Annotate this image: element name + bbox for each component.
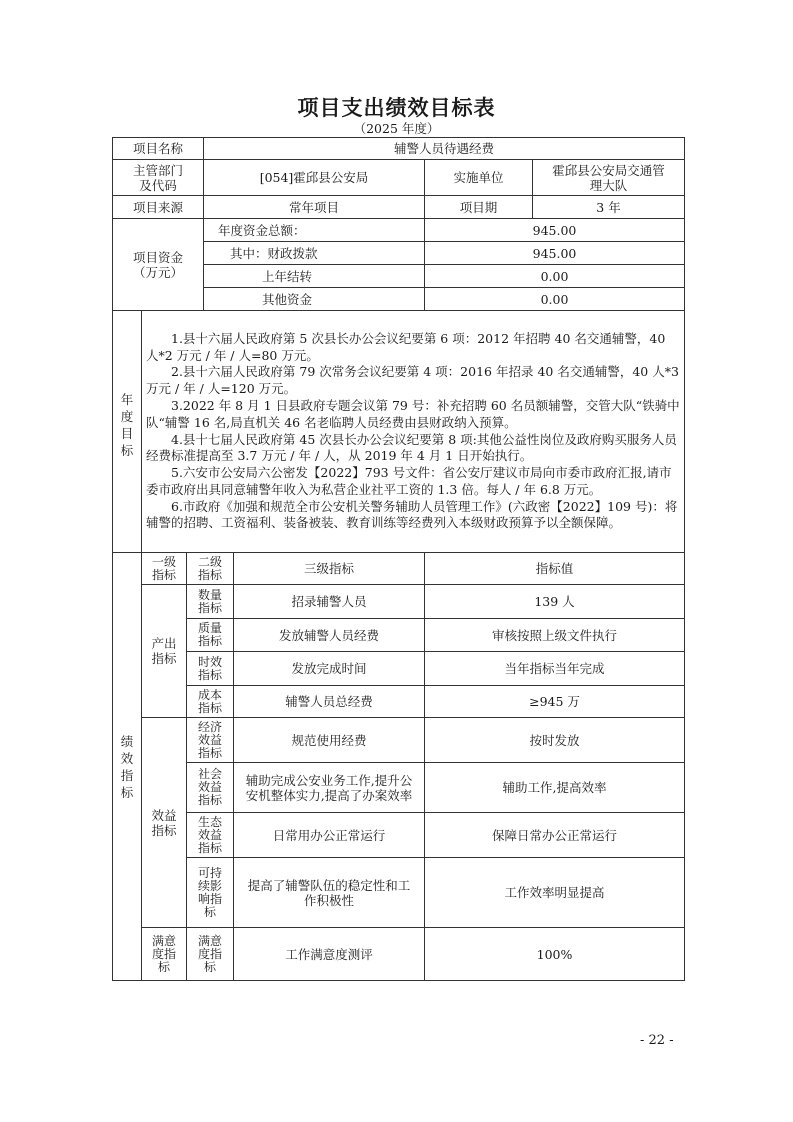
fund-label: 年度资金总额： [204,219,425,242]
value-cell: 按时发放 [425,718,685,763]
impl-value-line1: 霍邱县公安局交通管 [552,162,665,178]
header-value: 指标值 [425,553,685,585]
value-cell: ≥945 万 [425,686,685,718]
fund-value: 0.00 [425,288,685,311]
period-label: 项目期 [425,196,533,219]
value-cell: 工作效率明显提高 [425,858,685,928]
fund-label: 其他资金 [204,288,425,311]
source-value: 常年项目 [204,196,425,219]
indicator-row [113,718,685,763]
level2-cell: 满意 度指 标 [187,928,234,981]
goals-label [113,311,142,553]
value-cell: 辅助工作,提高效率 [425,763,685,813]
level2-cell: 可持 续影 响指 标 [187,858,234,928]
level3-cell: 辅警人员总经费 [234,686,425,718]
fund-value: 0.00 [425,265,685,288]
indicator-row [113,619,685,652]
level3-cell: 辅助完成公安业务工作,提升公安机整体实力,提高了办案效率 [234,763,425,813]
dept-label [113,160,204,196]
row-fund-total [113,219,685,242]
goal-item: 2.县十六届人民政府第 79 次常务会议纪要第 4 项：2016 年招录 40 名交通辅警，40 人*3 万元 / 年 / 人=120 万元。 [146,364,679,397]
impl-value-line2: 理大队 [589,177,628,193]
goal-item: 3.2022 年 8 月 1 日县政府专题会议第 79 号：补充招聘 60 名员额辅警，交管大队“铁骑中队“辅警 16 名,局直机关 46 名老临聘人员经费由县财政纳入预算。 [146,397,680,430]
source-label: 项目来源 [113,196,204,219]
indicators-table [112,552,685,981]
fiscal-year: （2025 年度） [353,121,440,136]
level2-cell: 生态 效益 指标 [187,813,234,858]
goal-item: 6.市政府《加强和规范全市公安机关警务辅助人员管理工作》(六政密【2022】109 号)：将辅警的招聘、工资福利、装备被装、教育训练等经费列入本级财政预算予以全额保障。 [146,498,678,531]
level2-cell: 经济 效益 指标 [187,718,234,763]
indicator-row [113,858,685,928]
impl-value [533,160,685,196]
goals-label-text: 年 度 目 标 [120,392,134,458]
level1-benefit: 效益 指标 [142,718,187,928]
row-department [113,160,685,196]
funds-label-line1: 项目资金 [132,249,183,265]
header-level1: 一级 指标 [142,553,187,585]
basic-info-table [112,137,685,311]
header-level2: 二级 指标 [187,553,234,585]
level2-cell: 社会 效益 指标 [187,763,234,813]
level3-cell: 规范使用经费 [234,718,425,763]
goal-item: 4.县十七届人民政府第 45 次县长办公会议纪要第 8 项:其他公益性岗位及政府购买服务人员经费标准提高至 3.7 万元 / 年 / 人，从 2019 年 4 月 1 日开始执行。 [146,431,677,464]
level3-cell: 发放辅警人员经费 [234,619,425,652]
page-number: - 22 - [640,1033,674,1048]
indicator-row [113,813,685,858]
indicators-header-row [113,553,685,585]
dept-value: [054]霍邱县公安局 [204,160,425,196]
level3-cell: 发放完成时间 [234,652,425,686]
value-cell: 保障日常办公正常运行 [425,813,685,858]
period-value: 3 年 [533,196,685,219]
row-source [113,196,685,219]
row-project-name [113,138,685,160]
row-annual-goals [113,311,685,553]
fund-label: 其中：财政拨款 [204,242,425,265]
value-cell: 审核按照上级文件执行 [425,619,685,652]
annual-goals-table [112,310,685,553]
page-title: 项目支出绩效目标表 [297,96,496,120]
level1-satisfaction: 满意 度指 标 [142,928,187,981]
level2-cell: 数量 指标 [187,585,234,619]
goal-item: 1.县十六届人民政府第 5 次县长办公会议纪要第 6 项：2012 年招聘 40 名交通辅警，40 人*2 万元 / 年 / 人=80 万元。 [146,330,666,363]
value-cell: 100% [425,928,685,981]
level1-output: 产出 指标 [142,585,187,718]
header-level3: 三级指标 [234,553,425,585]
level2-cell: 质量 指标 [187,619,234,652]
impl-label: 实施单位 [425,160,533,196]
dept-label-line2: 及代码 [139,177,177,193]
value-cell: 当年指标当年完成 [425,652,685,686]
project-name-label: 项目名称 [113,138,204,160]
goals-content [142,311,685,553]
value-cell: 139 人 [425,585,685,619]
level3-cell: 招录辅警人员 [234,585,425,619]
level2-cell: 时效 指标 [187,652,234,686]
indicator-row [113,763,685,813]
funds-label-line2: （万元） [132,264,183,280]
indicator-row [113,585,685,619]
fund-value: 945.00 [425,242,685,265]
indicator-row [113,652,685,686]
dept-label-line1: 主管部门 [132,162,183,178]
level2-cell: 成本 指标 [187,686,234,718]
indicator-row [113,686,685,718]
fund-label: 上年结转 [204,265,425,288]
level3-cell: 提高了辅警队伍的稳定性和工作积极性 [234,858,425,928]
level3-cell: 日常用办公正常运行 [234,813,425,858]
indicators-section-label-text: 绩 效 指 标 [120,733,134,800]
indicators-section-label [113,553,142,981]
fund-value: 945.00 [425,219,685,242]
project-name-value: 辅警人员待遇经费 [204,138,685,160]
indicator-row [113,928,685,981]
level3-cell: 工作满意度测评 [234,928,425,981]
goal-item: 5.六安市公安局六公密发【2022】793 号文件：省公安厅建议市局向市委市政府汇报,请市委市政府出具同意辅警年收入为私营企业社平工资的 1.3 倍。每人 / 年 6.8 万元。 [146,465,672,497]
funds-label [113,219,204,311]
